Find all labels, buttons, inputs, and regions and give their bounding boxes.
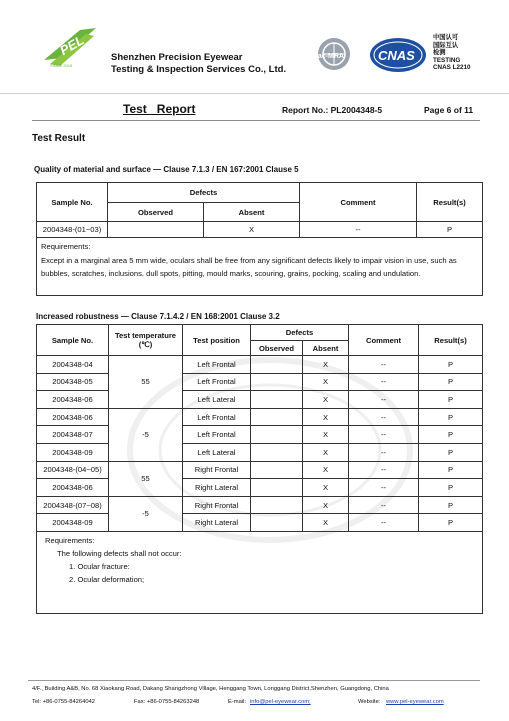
cell-sample: 2004348-06 <box>37 408 109 426</box>
table-row <box>37 479 483 497</box>
footer-address: 4/F., Building A&B, No. 68 Xiaokang Road, Dakang Shangzhong Village, Henggang Town, Longgang District,Shenzhen, Guangdong, China <box>32 686 389 692</box>
cell-temperature: -5 <box>109 496 183 531</box>
footer-email-label: E-mail: <box>228 699 247 705</box>
cell-result: P <box>419 356 483 374</box>
cell-temperature: 55 <box>109 461 183 496</box>
col-comment: Comment <box>349 325 419 356</box>
col-results: Result(s) <box>419 325 483 356</box>
logo-since: SINCE 2015 <box>50 63 73 68</box>
cnas-line: 国际互认 <box>433 41 459 49</box>
col-observed: Observed <box>251 341 303 356</box>
cell-result: P <box>417 222 483 238</box>
cnas-logo-text: CNAS <box>378 48 415 63</box>
requirements-cell <box>37 531 483 613</box>
cell-position: Left Frontal <box>183 373 251 391</box>
cell-comment: -- <box>349 373 419 391</box>
cell-comment: -- <box>349 479 419 497</box>
cnas-line: CNAS L2210 <box>433 64 471 72</box>
table-row <box>37 222 483 238</box>
table2-title: Increased robustness — Clause 7.1.4.2 / EN 168:2001 Clause 3.2 <box>36 312 280 321</box>
cnas-line: TESTING <box>433 56 461 64</box>
footer-website-label: Website: <box>358 699 381 705</box>
col-defects: Defects <box>251 325 349 341</box>
cell-result: P <box>419 479 483 497</box>
header-divider <box>0 93 509 94</box>
requirements-cell <box>37 238 483 296</box>
cell-sample: 2004348-06 <box>37 479 109 497</box>
cell-absent: X <box>303 461 349 479</box>
section-title: Test Result <box>32 133 86 144</box>
requirements-item: 1. Ocular fracture: <box>69 561 130 571</box>
requirements-item: 2. Ocular deformation; <box>69 574 145 584</box>
cell-observed <box>251 496 303 514</box>
cell-observed <box>251 426 303 444</box>
cell-position: Left Lateral <box>183 391 251 409</box>
table-row <box>37 496 483 514</box>
cell-observed <box>251 391 303 409</box>
cell-sample: 2004348-07 <box>37 426 109 444</box>
cell-comment: -- <box>300 222 417 238</box>
report-title: Test Report <box>123 102 196 116</box>
footer-tel: Tel: +86-0755-84264042 <box>32 699 96 705</box>
cell-position: Right Lateral <box>183 514 251 532</box>
col-observed: Observed <box>108 203 204 222</box>
table-row <box>37 373 483 391</box>
cell-observed <box>251 443 303 461</box>
footer-divider <box>28 680 480 681</box>
cell-sample: 2004348-09 <box>37 514 109 532</box>
cell-position: Left Lateral <box>183 443 251 461</box>
table-row <box>37 408 483 426</box>
col-absent: Absent <box>204 203 300 222</box>
cell-sample: 2004348-(01~03) <box>37 222 108 238</box>
cell-result: P <box>419 391 483 409</box>
cell-comment: -- <box>349 426 419 444</box>
table-row <box>37 391 483 409</box>
cnas-accreditation-text <box>433 34 470 72</box>
company-line1: Shenzhen Precision Eyewear <box>111 52 243 63</box>
footer-email-link[interactable]: info@pel-eyewear.com; <box>250 699 311 705</box>
table-row <box>37 514 483 532</box>
ilac-mra-logo <box>306 36 362 76</box>
pel-logo <box>40 24 100 68</box>
cell-observed <box>251 479 303 497</box>
cell-comment: -- <box>349 496 419 514</box>
requirements-label: Requirements: <box>41 242 91 251</box>
logo-text: PEL <box>57 32 87 59</box>
cell-position: Left Frontal <box>183 356 251 374</box>
cell-comment: -- <box>349 356 419 374</box>
col-comment: Comment <box>300 183 417 222</box>
cell-absent: X <box>303 373 349 391</box>
footer-website-link[interactable]: www.pel-eyewear.com <box>386 699 444 705</box>
cell-sample: 2004348-04 <box>37 356 109 374</box>
cell-sample: 2004348-(07~08) <box>37 496 109 514</box>
quality-table <box>36 182 483 296</box>
cell-sample: 2004348-09 <box>37 443 109 461</box>
requirements-label: Requirements: <box>45 535 95 545</box>
cell-absent: X <box>303 514 349 532</box>
cell-result: P <box>419 514 483 532</box>
company-name <box>111 52 286 76</box>
report-number: Report No.: PL2004348-5 <box>282 105 383 115</box>
company-line2: Testing & Inspection Services Co., Ltd. <box>111 64 287 75</box>
cell-result: P <box>419 408 483 426</box>
cell-position: Left Frontal <box>183 426 251 444</box>
cell-absent: X <box>303 479 349 497</box>
cell-position: Left Frontal <box>183 408 251 426</box>
temp-header-line1: Test temperature <box>114 331 177 340</box>
cell-result: P <box>419 461 483 479</box>
cnas-line: 中国认可 <box>433 34 459 41</box>
table-row <box>37 356 483 374</box>
cell-result: P <box>419 373 483 391</box>
cell-sample: 2004348-(04~05) <box>37 461 109 479</box>
table-row <box>37 461 483 479</box>
requirements-line: The following defects shall not occur: <box>57 548 182 558</box>
cell-temperature: 55 <box>109 356 183 409</box>
cell-sample: 2004348-06 <box>37 391 109 409</box>
cell-absent: X <box>303 496 349 514</box>
cell-position: Right Frontal <box>183 461 251 479</box>
cell-position: Right Lateral <box>183 479 251 497</box>
cell-result: P <box>419 496 483 514</box>
cell-observed <box>251 461 303 479</box>
cell-observed <box>251 408 303 426</box>
ilac-text: ilac-MRA <box>314 53 344 60</box>
cell-sample: 2004348-05 <box>37 373 109 391</box>
col-defects: Defects <box>108 183 300 203</box>
cell-absent: X <box>303 426 349 444</box>
cell-absent: X <box>204 222 300 238</box>
col-absent: Absent <box>303 341 349 356</box>
robustness-table-body <box>37 356 483 532</box>
footer-fax: Fax: +86-0755-84263248 <box>134 699 200 705</box>
cell-observed <box>251 373 303 391</box>
cnas-logo <box>368 36 428 74</box>
cell-comment: -- <box>349 391 419 409</box>
cell-absent: X <box>303 356 349 374</box>
robustness-table <box>36 324 483 614</box>
cell-observed <box>251 356 303 374</box>
cell-absent: X <box>303 443 349 461</box>
col-test-temperature <box>109 325 183 356</box>
cell-comment: -- <box>349 514 419 532</box>
table1-title: Quality of material and surface — Clause 7.1.3 / EN 167:2001 Clause 5 <box>34 165 299 174</box>
col-results: Result(s) <box>417 183 483 222</box>
col-sample-no: Sample No. <box>37 183 108 222</box>
requirements-text: Except in a marginal area 5 mm wide, oculars shall be free from any significant defects likely to impair vision in use, such as bubbles, scratches, inclusions. dull spots, pitting, mould marks, scouring, grains, pocking, scaling and undulation. <box>41 255 457 278</box>
cell-observed <box>251 514 303 532</box>
cell-result: P <box>419 426 483 444</box>
cell-position: Right Frontal <box>183 496 251 514</box>
cell-temperature: -5 <box>109 408 183 461</box>
table-row <box>37 426 483 444</box>
page-number: Page 6 of 11 <box>424 105 474 115</box>
temp-header-line2: (℃) <box>138 340 153 349</box>
cell-comment: -- <box>349 408 419 426</box>
cell-observed <box>108 222 204 238</box>
title-divider <box>32 120 480 121</box>
cell-result: P <box>419 443 483 461</box>
table-row <box>37 443 483 461</box>
cell-comment: -- <box>349 443 419 461</box>
cell-comment: -- <box>349 461 419 479</box>
cell-absent: X <box>303 391 349 409</box>
col-test-position: Test position <box>183 325 251 356</box>
cell-absent: X <box>303 408 349 426</box>
col-sample-no: Sample No. <box>37 325 109 356</box>
cnas-line: 检测 <box>433 49 446 57</box>
